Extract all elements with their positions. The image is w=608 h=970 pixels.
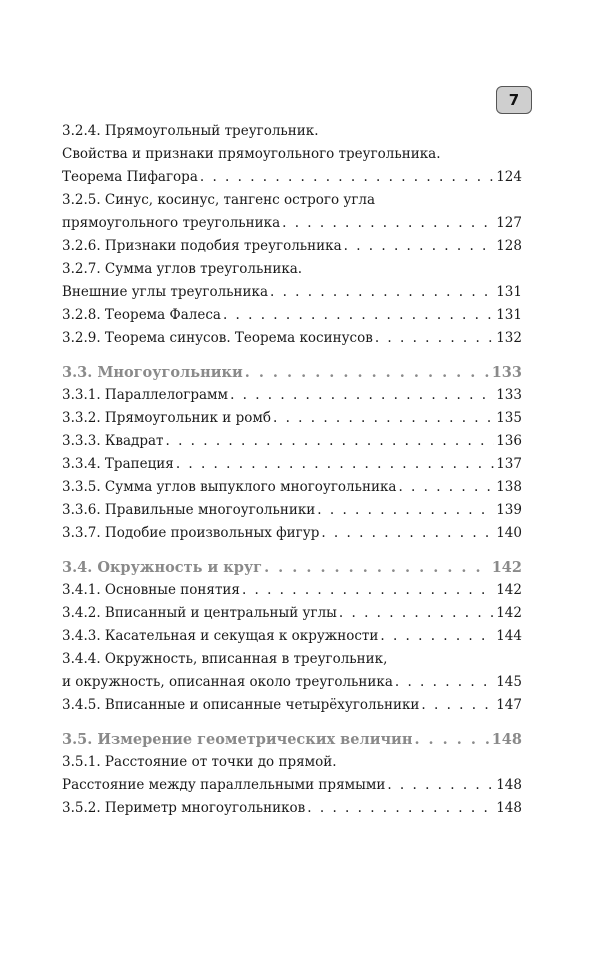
toc-page-number: 131 [496, 284, 522, 300]
toc-entry-text: 3.2.9. Теорема синусов. Теорема косинусов [62, 330, 373, 346]
dot-leader [414, 728, 489, 751]
dot-leader [200, 166, 494, 189]
toc-entry-text: 3.3. Многоугольники [62, 364, 243, 381]
dot-leader [380, 625, 494, 648]
toc-page-number: 140 [496, 525, 522, 541]
toc-entry-text: 3.2.4. Прямоугольный треугольник. [62, 123, 319, 139]
toc-entry[interactable] [62, 258, 522, 281]
toc-page-number: 128 [496, 238, 522, 254]
dot-leader [264, 556, 490, 579]
toc-page-number: 147 [496, 697, 522, 713]
dot-leader [344, 235, 495, 258]
toc-page-number: 124 [496, 169, 522, 185]
toc-entry-text: 3.4.5. Вписанные и описанные четырёхугольники [62, 697, 420, 713]
dot-leader [166, 430, 495, 453]
toc-entry-text: 3.5. Измерение геометрических величин [62, 731, 413, 748]
toc-entry-text: 3.3.4. Трапеция [62, 456, 174, 472]
toc-entry-text: 3.2.7. Сумма углов треугольника. [62, 261, 303, 277]
toc-page-number: 132 [496, 330, 522, 346]
dot-leader [245, 361, 490, 384]
toc-entry-text: 3.4.4. Окружность, вписанная в треугольник, [62, 651, 388, 667]
toc-entry[interactable] [62, 407, 522, 430]
dot-leader [270, 281, 494, 304]
toc-page-number: 148 [491, 731, 522, 748]
dot-leader [223, 304, 494, 327]
toc-page-number: 137 [496, 456, 522, 472]
toc-page-number: 145 [496, 674, 522, 690]
toc-entry-text: прямоугольного треугольника [62, 215, 281, 231]
toc-page-number: 133 [491, 364, 522, 381]
toc-entry-text: 3.3.3. Квадрат [62, 433, 164, 449]
toc-entry[interactable] [62, 671, 522, 694]
toc-entry[interactable] [62, 751, 522, 774]
toc-entry[interactable] [62, 476, 522, 499]
toc-page-number: 131 [496, 307, 522, 323]
dot-leader [230, 384, 494, 407]
toc-entry-text: Теорема Пифагора [62, 169, 198, 185]
toc-page-number: 142 [491, 559, 522, 576]
toc-page-number: 148 [496, 777, 522, 793]
toc-entry-text: 3.4. Окружность и круг [62, 559, 263, 576]
dot-leader [339, 602, 494, 625]
toc-section-heading[interactable] [62, 728, 522, 751]
dot-leader [375, 327, 494, 350]
toc-entry-text: Свойства и признаки прямоугольного треугольника. [62, 146, 441, 162]
toc-entry-text: Расстояние между параллельными прямыми [62, 777, 386, 793]
toc-entry-text: 3.3.5. Сумма углов выпуклого многоугольника [62, 479, 397, 495]
page-number-badge: 7 [496, 86, 532, 114]
toc-page-number: 133 [496, 387, 522, 403]
dot-leader [317, 499, 494, 522]
toc-entry[interactable] [62, 648, 522, 671]
toc-entry[interactable] [62, 499, 522, 522]
toc-page-number: 135 [496, 410, 522, 426]
toc-entry[interactable] [62, 522, 522, 545]
toc-entry-text: 3.2.8. Теорема Фалеса [62, 307, 221, 323]
toc-entry-text: 3.3.6. Правильные многоугольники [62, 502, 316, 518]
toc-entry[interactable] [62, 694, 522, 717]
toc-entry[interactable] [62, 774, 522, 797]
dot-leader [273, 407, 494, 430]
toc-page-number: 136 [496, 433, 522, 449]
table-of-contents [62, 120, 522, 820]
toc-page-number: 144 [496, 628, 522, 644]
toc-entry[interactable] [62, 212, 522, 235]
toc-page-number: 127 [496, 215, 522, 231]
dot-leader [321, 522, 494, 545]
toc-entry-text: Внешние углы треугольника [62, 284, 269, 300]
toc-entry-text: 3.4.2. Вписанный и центральный углы [62, 605, 337, 621]
toc-entry[interactable] [62, 327, 522, 350]
toc-page-number: 142 [496, 582, 522, 598]
toc-entry[interactable] [62, 120, 522, 143]
toc-entry-text: 3.2.6. Признаки подобия треугольника [62, 238, 342, 254]
toc-section-heading[interactable] [62, 361, 522, 384]
toc-entry[interactable] [62, 625, 522, 648]
toc-page-number: 142 [496, 605, 522, 621]
toc-page-number: 139 [496, 502, 522, 518]
toc-entry[interactable] [62, 384, 522, 407]
toc-entry-text: и окружность, описанная около треугольника [62, 674, 393, 690]
toc-entry-text: 3.5.1. Расстояние от точки до прямой. [62, 754, 337, 770]
toc-entry-text: 3.4.3. Касательная и секущая к окружности [62, 628, 379, 644]
toc-entry[interactable] [62, 166, 522, 189]
toc-entry[interactable] [62, 602, 522, 625]
toc-entry-text: 3.4.1. Основные понятия [62, 582, 240, 598]
toc-entry[interactable] [62, 430, 522, 453]
dot-leader [242, 579, 494, 602]
dot-leader [387, 774, 494, 797]
toc-entry[interactable] [62, 579, 522, 602]
toc-entry[interactable] [62, 453, 522, 476]
toc-entry-text: 3.3.7. Подобие произвольных фигур [62, 525, 320, 541]
dot-leader [395, 671, 494, 694]
dot-leader [307, 797, 494, 820]
toc-page-number: 148 [496, 800, 522, 816]
dot-leader [398, 476, 494, 499]
toc-page-number: 138 [496, 479, 522, 495]
toc-entry-text: 3.3.2. Прямоугольник и ромб [62, 410, 271, 426]
toc-section-heading[interactable] [62, 556, 522, 579]
toc-entry[interactable] [62, 797, 522, 820]
dot-leader [176, 453, 494, 476]
toc-entry[interactable] [62, 281, 522, 304]
toc-entry-text: 3.5.2. Периметр многоугольников [62, 800, 306, 816]
toc-entry-text: 3.2.5. Синус, косинус, тангенс острого угла [62, 192, 376, 208]
dot-leader [282, 212, 494, 235]
toc-entry[interactable] [62, 304, 522, 327]
toc-entry[interactable] [62, 235, 522, 258]
dot-leader [421, 694, 494, 717]
toc-entry[interactable] [62, 189, 522, 212]
toc-entry[interactable] [62, 143, 522, 166]
toc-entry-text: 3.3.1. Параллелограмм [62, 387, 229, 403]
